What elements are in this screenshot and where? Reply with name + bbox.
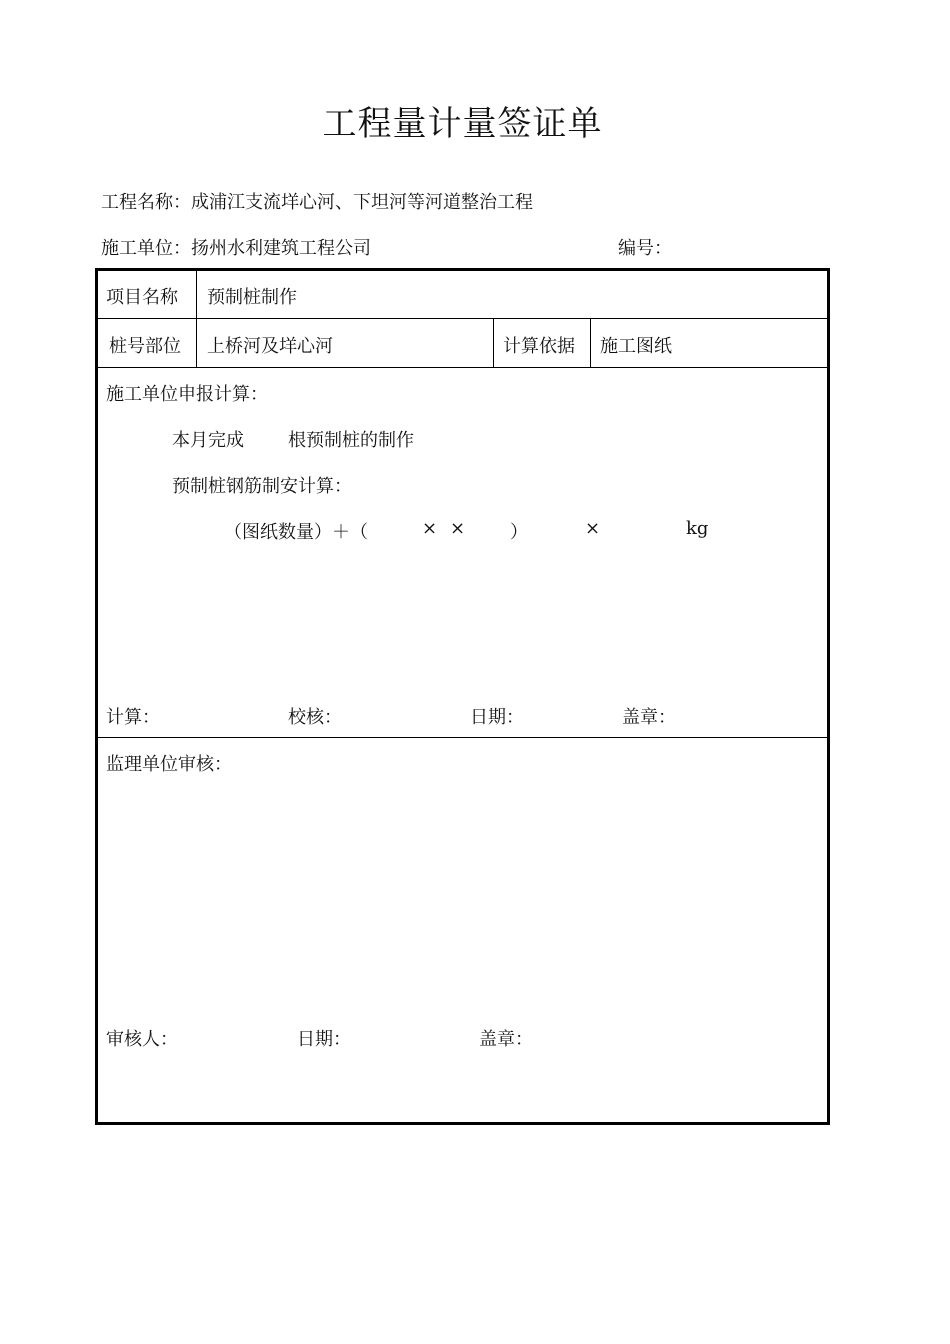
formula-close-paren: ）: [510, 522, 528, 543]
calc-basis-label: 计算依据: [503, 336, 575, 357]
supervisor-seal-label: 盖章：: [479, 1029, 533, 1050]
contractor-line: 施工单位：扬州水利建筑工程公司: [101, 238, 371, 259]
contractor-seal-label: 盖章：: [622, 707, 676, 728]
item-name-value: 预制桩制作: [207, 287, 297, 308]
contractor-date-label: 日期：: [470, 707, 524, 728]
formula-multiply-1: ×: [422, 518, 438, 539]
location-value: 上桥河及垟心河: [207, 336, 333, 357]
item-name-label: 项目名称: [106, 287, 178, 308]
formula-unit: kg: [686, 518, 709, 539]
contractor-section-heading: 施工单位申报计算：: [106, 384, 268, 405]
serial-number-label: 编号：: [618, 238, 672, 259]
row-divider-3: [98, 737, 827, 738]
formula-multiply-3: ×: [585, 518, 601, 539]
calculator-signature-label: 计算：: [106, 707, 160, 728]
reviewer-signature-label: 审核人：: [106, 1029, 178, 1050]
supervisor-section-heading: 监理单位审核：: [106, 754, 232, 775]
column-divider-basis-left: [493, 318, 494, 368]
checker-signature-label: 校核：: [288, 707, 342, 728]
supervisor-date-label: 日期：: [297, 1029, 351, 1050]
row-divider-2: [98, 367, 827, 368]
project-name-line: 工程名称：成浦江支流垟心河、下坦河等河道整治工程: [101, 192, 533, 213]
precast-pile-count-text: 根预制桩的制作: [288, 430, 414, 451]
formula-drawing-qty: （图纸数量）＋（: [224, 522, 368, 543]
row-divider-1: [98, 318, 827, 319]
column-divider-basis-right: [590, 318, 591, 368]
rebar-calc-label: 预制桩钢筋制安计算：: [172, 476, 352, 497]
calc-basis-value: 施工图纸: [600, 336, 672, 357]
location-label: 桩号部位: [109, 336, 181, 357]
column-divider-label: [196, 271, 197, 368]
monthly-completed-label: 本月完成: [172, 430, 244, 451]
formula-multiply-2: ×: [450, 518, 466, 539]
page-title: 工程量计量签证单: [322, 104, 603, 144]
